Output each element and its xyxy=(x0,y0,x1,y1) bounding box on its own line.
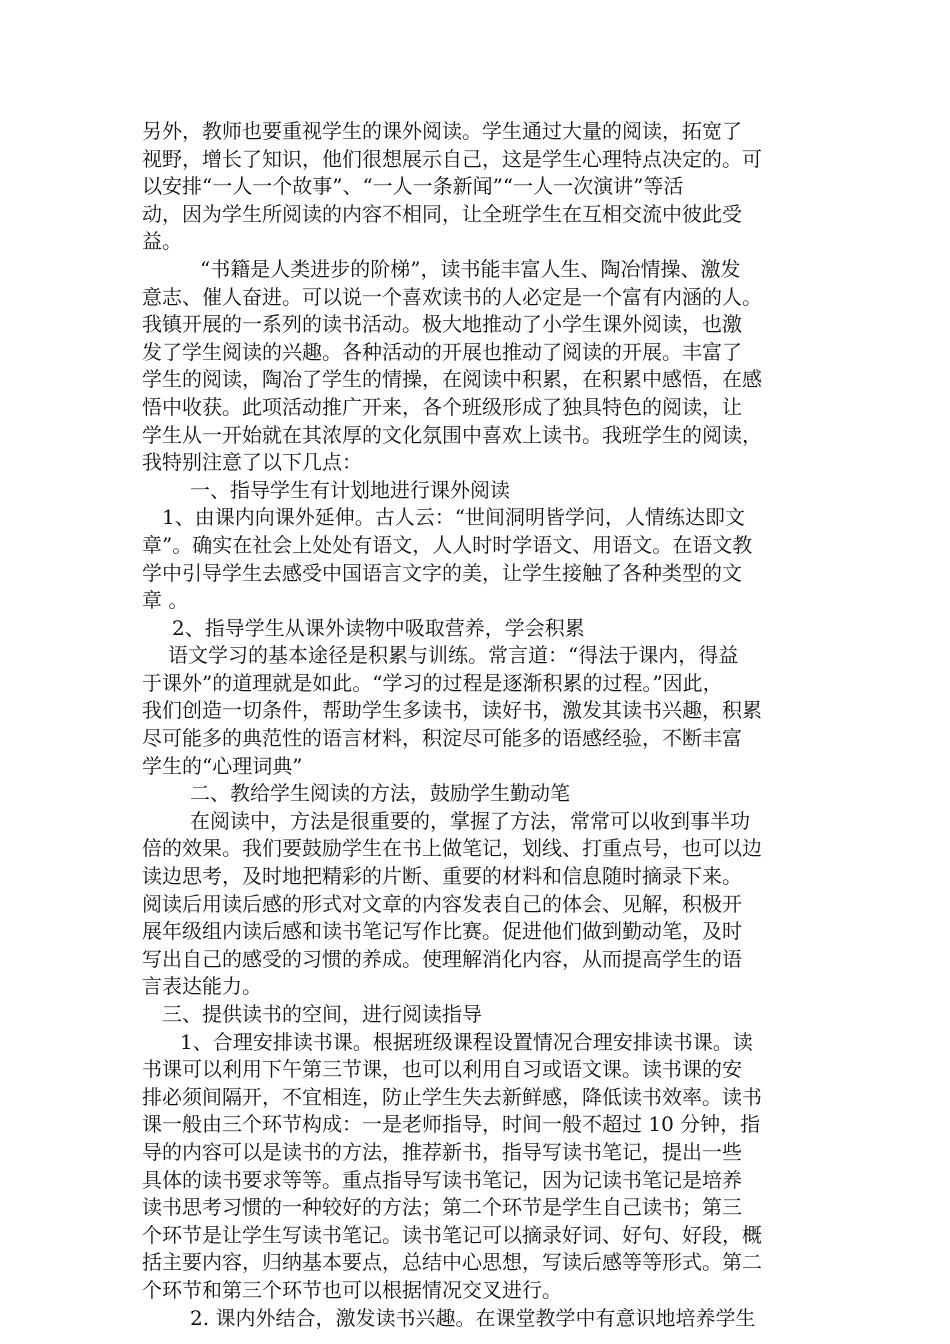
text-line: 倍的效果。我们要鼓励学生在书上做笔记，划线、打重点号，也可以边 xyxy=(142,836,762,861)
text-line: 章 。 xyxy=(142,588,189,613)
text-line: 导的内容可以是读书的方法，推荐新书，指导写读书笔记，提出一些 xyxy=(142,1139,742,1164)
text-line: 学生的阅读，陶冶了学生的情操，在阅读中积累，在积累中感悟，在感 xyxy=(142,367,762,392)
text-line: 于课外”的道理就是如此。“学习的过程是逐渐积累的过程。”因此， xyxy=(142,670,723,695)
text-line: 我特别注意了以下几点： xyxy=(142,450,362,475)
text-line: 我们创造一切条件，帮助学生多读书，读好书，激发其读书兴趣，积累 xyxy=(142,698,762,723)
text-line: 一、指导学生有计划地进行课外阅读 xyxy=(190,477,510,502)
text-line: 在阅读中，方法是很重要的，掌握了方法，常常可以收到事半功 xyxy=(190,808,750,833)
text-line: 章”。确实在社会上处处有语文，人人时时学语文、用语文。在语文教 xyxy=(142,532,753,557)
text-line: 以安排“一人一个故事”、“一人一条新闻”“一人一次演讲”等活 xyxy=(142,174,684,199)
text-line: 二、教给学生阅读的方法，鼓励学生勤动笔 xyxy=(190,781,570,806)
text-line: 三、提供读书的空间，进行阅读指导 xyxy=(162,1002,482,1026)
text-line: 意志、催人奋进。可以说一个喜欢读书的人必定是一个富有内涵的人。 xyxy=(142,284,762,309)
text-line: 2. 课内外结合，激发读书兴趣。在课堂教学中有意识地培养学生 xyxy=(190,1305,756,1330)
text-line: 展年级组内读后感和读书笔记写作比赛。促进他们做到勤动笔，及时 xyxy=(142,919,742,944)
text-line: 言表达能力。 xyxy=(142,974,262,999)
text-line: 学生的“心理词典” xyxy=(142,753,303,778)
text-line: 1、合理安排读书课。根据班级课程设置情况合理安排读书课。读 xyxy=(180,1029,753,1054)
text-line: 1、由课内向课外延伸。古人云：“世间洞明皆学问，人情练达即文 xyxy=(162,505,745,530)
text-line: 发了学生阅读的兴趣。各种活动的开展也推动了阅读的开展。丰富了 xyxy=(142,339,742,364)
text-line: 语文学习的基本途径是积累与训练。常言道：“得法于课内，得益 xyxy=(168,643,739,668)
text-line: 学生从一开始就在其浓厚的文化氛围中喜欢上读书。我班学生的阅读， xyxy=(142,422,762,447)
text-line: 读边思考，及时地把精彩的片断、重要的材料和信息随时摘录下来。 xyxy=(142,864,742,889)
text-line: 2、指导学生从课外读物中吸取营养，学会积累 xyxy=(172,615,585,640)
text-line: “书籍是人类进步的阶梯”，读书能丰富人生、陶冶情操、激发 xyxy=(200,256,741,281)
text-line: 尽可能多的典范性的语言材料，积淀尽可能多的语感经验，不断丰富 xyxy=(142,726,742,751)
text-line: 益。 xyxy=(142,229,182,254)
text-line: 个环节和第三个环节也可以根据情况交叉进行。 xyxy=(142,1277,562,1302)
text-line: 阅读后用读后感的形式对文章的内容发表自己的体会、见解，积极开 xyxy=(142,891,742,916)
text-line: 写出自己的感受的习惯的养成。使理解消化内容，从而提高学生的语 xyxy=(142,946,742,971)
text-line: 另外，教师也要重视学生的课外阅读。学生通过大量的阅读，拓宽了 xyxy=(142,119,742,143)
text-line: 书课可以利用下午第三节课，也可以利用自习或语文课。读书课的安 xyxy=(142,1057,742,1082)
text-line: 读书思考习惯的一种较好的方法；第二个环节是学生自己读书；第三 xyxy=(142,1195,742,1220)
document-body xyxy=(142,118,822,1332)
text-line: 动，因为学生所阅读的内容不相同，让全班学生在互相交流中彼此受 xyxy=(142,201,742,226)
text-line: 个环节是让学生写读书笔记。读书笔记可以摘录好词、好句、好段，概 xyxy=(142,1222,762,1247)
text-line: 悟中收获。此项活动推广开来，各个班级形成了独具特色的阅读，让 xyxy=(142,394,742,419)
text-line: 学中引导学生去感受中国语言文字的美，让学生接触了各种类型的文 xyxy=(142,560,742,585)
text-line: 课一般由三个环节构成：一是老师指导，时间一般不超过 10 分钟，指 xyxy=(142,1112,761,1137)
text-line: 我镇开展的一系列的读书活动。极大地推动了小学生课外阅读，也激 xyxy=(142,312,742,337)
text-line: 括主要内容，归纳基本要点，总结中心思想，写读后感等等形式。第二 xyxy=(142,1250,762,1275)
text-line: 视野，增长了知识，他们很想展示自己，这是学生心理特点决定的。可 xyxy=(142,146,762,171)
text-line: 排必须间隔开，不宜相连，防止学生失去新鲜感，降低读书效率。读书 xyxy=(142,1084,762,1109)
text-line: 具体的读书要求等等。重点指导写读书笔记，因为记读书笔记是培养 xyxy=(142,1167,742,1192)
